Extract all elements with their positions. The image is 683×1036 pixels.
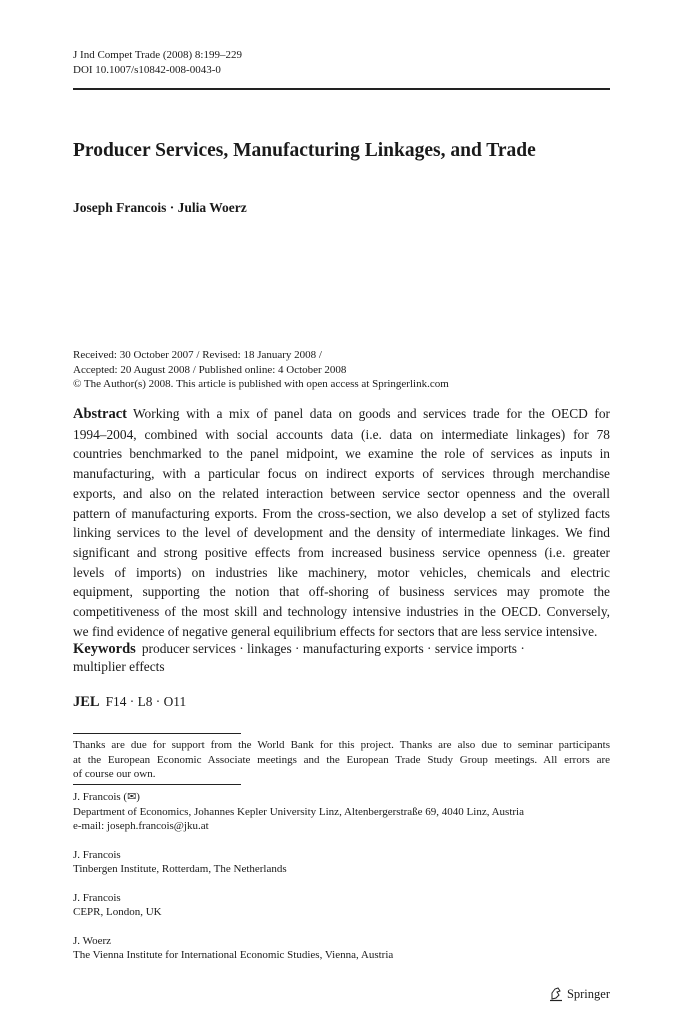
footnote-rule	[73, 733, 241, 734]
affiliation-rule	[73, 784, 241, 785]
footnote-line: of course our own.	[73, 768, 156, 780]
springer-horse-icon	[549, 986, 563, 1002]
jel-label: JEL	[73, 694, 100, 710]
affiliation-text: Department of Economics, Johannes Kepler University Linz, Altenbergerstraße 69, 4040 Linz, Austria	[73, 805, 524, 818]
publication-dates	[73, 348, 449, 392]
author-name: J. Woerz	[73, 934, 112, 947]
affiliation-text: The Vienna Institute for International Economic Studies, Vienna, Austria	[73, 949, 394, 961]
publisher-name: Springer	[566, 986, 610, 1001]
keywords	[73, 640, 610, 676]
affiliation-block	[73, 891, 524, 920]
author-name: J. Francois (✉)	[73, 791, 140, 803]
affiliations	[73, 790, 524, 977]
header-rule	[73, 88, 610, 90]
journal-header	[73, 48, 242, 77]
copyright: © The Author(s) 2008. This article is published with open access at Springerlink.com	[73, 378, 449, 390]
abstract-line: exports, and also on the related interaction between service sector openness and the overall	[73, 485, 610, 501]
abstract-line: levels of imports) on industries like machinery, motor vehicles, chemicals and electric	[73, 564, 610, 580]
abstract-line: linking services to the level of development and the density of intermediate linkages. We find	[73, 525, 610, 541]
abstract-line: manufacturing, with a particular focus on indirect exports of services through merchandise	[73, 466, 610, 482]
abstract-line: competitiveness of the most skill and technology intensive industries in the OECD. Conversely,	[73, 604, 610, 620]
author-name: J. Francois	[73, 891, 121, 904]
footnote-line: at the European Economic Associate meetings and the European Trade Study Group meetings. All errors are	[73, 753, 610, 766]
received-revised: Received: 30 October 2007 / Revised: 18 January 2008 /	[73, 349, 322, 361]
keywords-label: Keywords	[73, 641, 136, 657]
abstract-line: countries benchmarked to the panel midpoint, we examine the role of services as inputs in	[73, 446, 610, 462]
abstract-line: equipment, supporting the notion that off-shoring of business services may promote the	[73, 584, 610, 600]
author-name: J. Francois	[73, 848, 121, 861]
accepted-published: Accepted: 20 August 2008 / Published online: 4 October 2008	[73, 363, 347, 376]
doi: DOI 10.1007/s10842-008-0043-0	[73, 63, 221, 76]
abstract-line: we find evidence of negative general equilibrium effects for sectors that are less service intensive.	[73, 623, 598, 639]
author-email[interactable]: e-mail: joseph.francois@jku.at	[73, 820, 209, 832]
affiliation-block	[73, 848, 524, 877]
paper-title: Producer Services, Manufacturing Linkages, and Trade	[73, 140, 536, 161]
publisher-logo	[549, 986, 610, 1002]
affiliation-block	[73, 934, 524, 963]
abstract	[73, 404, 610, 641]
authors: Joseph Francois · Julia Woerz	[73, 200, 247, 215]
acknowledgement-footnote	[73, 738, 610, 782]
abstract-line: 1994–2004, combined with social accounts data (i.e. data on intermediate linkages) for 78	[73, 426, 610, 442]
affiliation-block	[73, 790, 524, 834]
jel-codes	[73, 694, 186, 711]
abstract-line: significant and strong positive effects from increased business service openness (i.e. greater	[73, 544, 610, 560]
affiliation-text: Tinbergen Institute, Rotterdam, The Netherlands	[73, 863, 287, 875]
keywords-line: multiplier effects	[73, 659, 165, 674]
journal-citation: J Ind Compet Trade (2008) 8:199–229	[73, 49, 242, 61]
abstract-line: Working with a mix of panel data on goods and services trade for the OECD for	[132, 406, 610, 421]
affiliation-text: CEPR, London, UK	[73, 906, 162, 918]
keywords-line: producer services · linkages · manufacturing exports · service imports ·	[141, 641, 525, 656]
abstract-line: pattern of manufacturing exports. From the cross-section, we also develop a set of stylized facts	[73, 505, 610, 521]
footnote-line: Thanks are due for support from the World Bank for this project. Thanks are also due to seminar participants	[73, 739, 610, 751]
jel-values: F14 · L8 · O11	[105, 694, 187, 709]
abstract-label: Abstract	[73, 406, 127, 422]
